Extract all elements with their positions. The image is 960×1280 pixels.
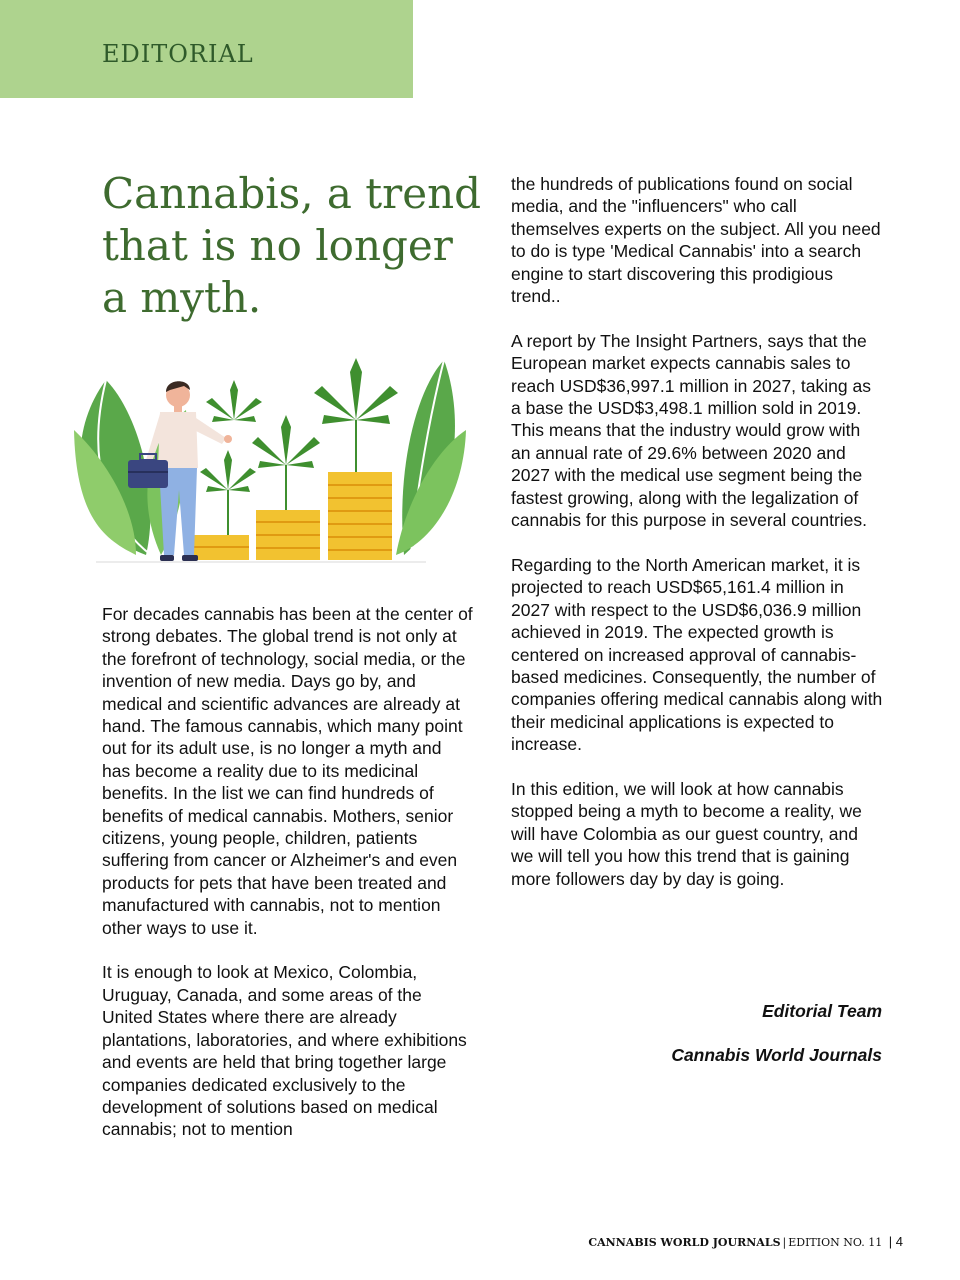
cannabis-investment-illustration <box>66 350 470 572</box>
right-paragraph-4: In this edition, we will look at how cannabis stopped being a myth to become a reality, we will have Colombia as our guest country, and we will tell you how this trend that is gaining more followers day by day is going. <box>511 778 862 889</box>
right-paragraph-2: A report by The Insight Partners, says that the European market expects cannabis sales to reach USD$36,997.1 million in 2027, taking as a base the USD$3,498.1 million sold in 2019. This means that the industry would grow with an annual rate of 29.6% between 2020 and 2027 with the medical use segment being the fastest growing, along with the legalization of cannabis for this purpose in several countries. <box>511 330 871 531</box>
left-paragraph-1: For decades cannabis has been at the center of strong debates. The global trend is not only at the forefront of technology, social media, or the invention of new media. Days go by, and medical and scientific advances are already at hand. The famous cannabis, which many point out for its adult use, is no longer a myth and has become a reality due to its medicinal benefits. In the list we can find hundreds of benefits of medical cannabis. Mothers, senior citizens, young people, children, patients suffering from cancer or Alzheimer's and even products for pets that have been treated and manufactured with cannabis, not to mention other ways to use it. <box>102 604 473 938</box>
signature-block <box>671 1000 882 1088</box>
right-paragraph-1: the hundreds of publications found on social media, and the "influencers" who call themselves experts on the subject. All you need to do is type 'Medical Cannabis' into a search engine to start discovering this prodigious trend.. <box>511 174 881 307</box>
right-foliage-icon <box>396 360 466 555</box>
footer-separator: | <box>782 1236 787 1249</box>
signature-team: Editorial Team <box>762 1001 882 1021</box>
right-paragraph-3: Regarding to the North American market, it is projected to reach USD$65,161.4 million in 2027 with respect to the USD$6,036.9 million achieved in 2019. The expected growth is centered on increased approval of cannabis-based medicines. Consequently, the number of companies offering medical cannabis along with their medicinal applications is expected to increase. <box>511 554 883 755</box>
page-footer <box>588 1234 903 1249</box>
left-paragraph-2: It is enough to look at Mexico, Colombia, Uruguay, Canada, and some areas of the United States where there are already plantations, laboratories, and where exhibitions and events are held that bring together large companies dedicated exclusively to the development of solutions based on medical cannabis; not to mention <box>102 962 467 1140</box>
article-headline: Cannabis, a trend that is no longer a myth. <box>102 169 482 322</box>
footer-brand: CANNABIS WORLD JOURNALS <box>588 1236 781 1249</box>
right-column <box>511 173 883 912</box>
page-number: 4 <box>895 1234 903 1249</box>
signature-publication: Cannabis World Journals <box>671 1045 882 1065</box>
section-label: EDITORIAL <box>102 40 254 68</box>
left-column <box>102 603 474 1163</box>
footer-edition: EDITION NO. 11 <box>788 1236 883 1249</box>
footer-page-separator: | <box>888 1234 893 1249</box>
